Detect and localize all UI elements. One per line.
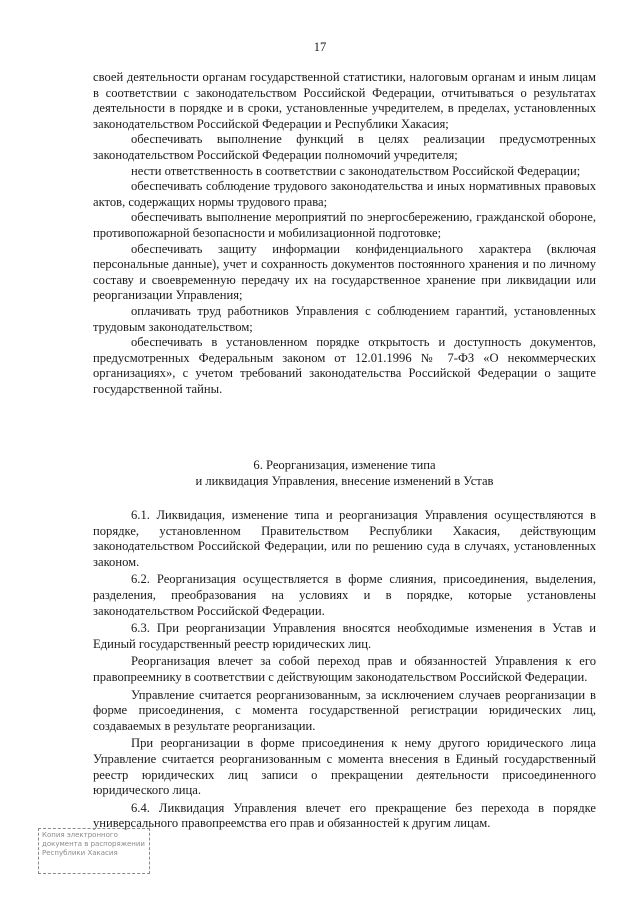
paragraph: нести ответственность в соответствии с законодательством Российской Федерации; — [131, 163, 581, 178]
archive-stamp: Копия электронного документа в распоряжении Республики Хакасия — [38, 828, 150, 874]
paragraph: обеспечивать защиту информации конфиденциального характера (включая персональные данные), учет и сохранность документов постоянного хранения и по личному составу и своевременную передачу их на государственное хранение при ликвидации или реорганизации Управления; — [93, 241, 596, 303]
document-body-part2 — [93, 508, 596, 834]
paragraph: оплачивать труд работников Управления с соблюдением гарантий, установленных трудовым законодательством; — [93, 303, 596, 334]
section-heading — [93, 458, 596, 489]
paragraph: 6.4. Ликвидация Управления влечет его прекращение без перехода в порядке универсального правопреемства его прав и обязанностей к другим лицам. — [93, 800, 596, 831]
paragraph: обеспечивать соблюдение трудового законодательства и иных нормативных правовых актов, содержащих нормы трудового права; — [93, 179, 596, 209]
section-heading-line2: и ликвидация Управления, внесение изменений в Устав — [195, 473, 494, 488]
paragraph: обеспечивать выполнение мероприятий по энергосбережению, гражданской обороне, противопожарной безопасности и мобилизационной подготовке; — [93, 210, 596, 240]
paragraph: обеспечивать выполнение функций в целях реализации предусмотренных законодательством Российской Федерации полномочий учредителя; — [93, 132, 596, 162]
paragraph: своей деятельности органам государственной статистики, налоговым органам и иным лицам в соответствии с законодательством Российской Федерации, отчитываться о результатах деятельности в порядке и в сроки, установленные учредителем, в пределах, установленных законодательством Российской Федерации и Республики Хакасия; — [93, 70, 596, 131]
page-number: 17 — [313, 40, 327, 54]
paragraph: обеспечивать в установленном порядке открытость и доступность документов, предусмотренных Федеральным законом от 12.01.1996 № 7-ФЗ «О некоммерческих организациях», с учетом требований законодательства Российской Федерации о защите государственной тайны. — [93, 335, 596, 396]
document-body-part1 — [93, 70, 596, 397]
section-heading-line1: 6. Реорганизация, изменение типа — [253, 458, 436, 472]
paragraph: 6.2. Реорганизация осуществляется в форме слияния, присоединения, выделения, разделения, преобразования на условиях и в порядке, которые установлены законодательством Российской Федерации. — [93, 572, 596, 618]
paragraph: Управление считается реорганизованным, за исключением случаев реорганизации в форме присоединения, с момента государственной регистрации юридических лиц, создаваемых в результате реорганизации. — [93, 687, 596, 733]
paragraph: 6.1. Ликвидация, изменение типа и реорганизация Управления осуществляются в порядке, установленном Правительством Республики Хакасия, действующим законодательством Российской Федерации, или по решению суда в случаях, установленных законом. — [93, 508, 596, 569]
paragraph: Реорганизация влечет за собой переход прав и обязанностей Управления к его правопреемнику в соответствии с действующим законодательством Российской Федерации. — [93, 654, 596, 684]
paragraph: При реорганизации в форме присоединения к нему другого юридического лица Управление считается реорганизованным с момента внесения в Единый государственный реестр юридических лиц записи о прекращении деятельности присоединенного юридического лица. — [93, 736, 596, 798]
paragraph: 6.3. При реорганизации Управления вносятся необходимые изменения в Устав и Единый государственный реестр юридических лиц. — [93, 621, 596, 651]
